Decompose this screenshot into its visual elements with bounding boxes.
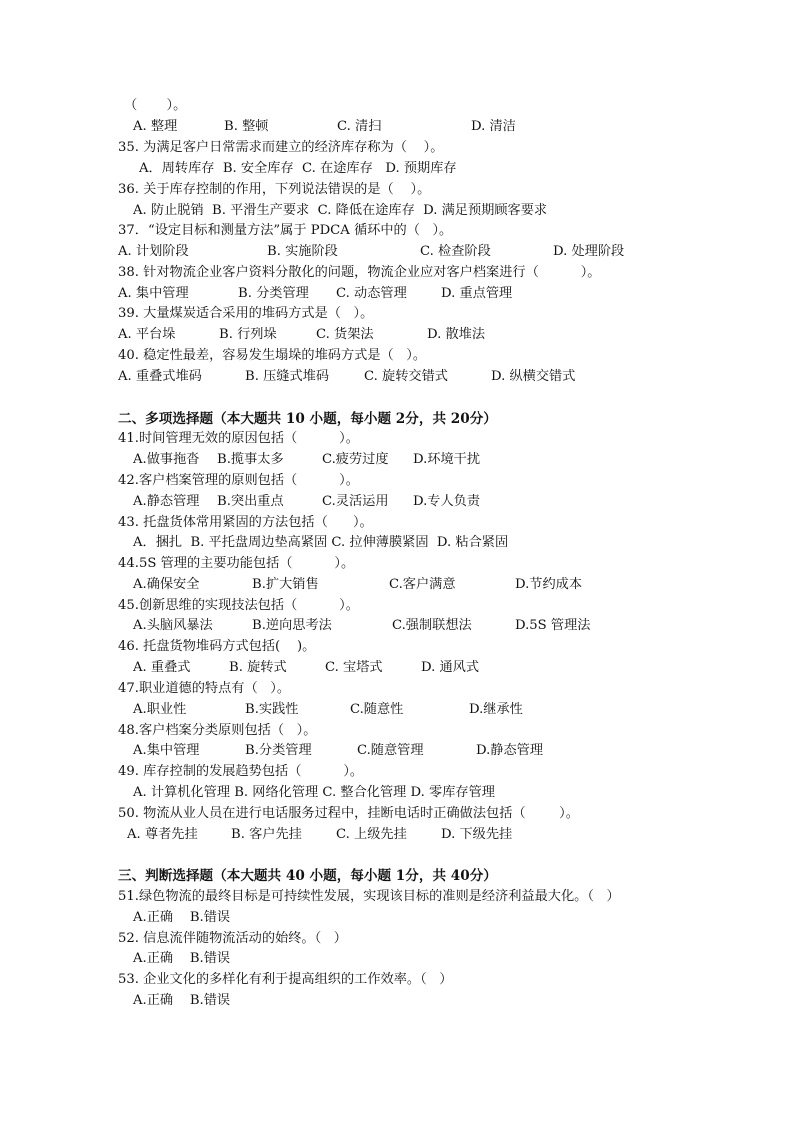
question-stem: 36. 关于库存控制的作用，下列说法错误的是（ ）。 — [118, 182, 431, 197]
option: A. 计划阶段 — [118, 244, 189, 259]
option: A. 平台垛 — [118, 327, 176, 342]
option: B.突出重点 — [217, 494, 284, 509]
option: B.实践性 — [245, 702, 299, 717]
question-stem: 41.时间管理无效的原因包括（ ）。 — [118, 431, 359, 446]
option: C.疲劳过度 — [322, 452, 389, 467]
question-stem: 49. 库存控制的发展趋势包括（ ）。 — [118, 764, 364, 779]
option: B.逆向思考法 — [252, 618, 332, 633]
option: A. 重叠式堆码 — [118, 369, 202, 384]
option: D.节约成本 — [515, 577, 583, 592]
question-stem: 37．“设定目标和测量方法”属于 PDCA 循环中的（ ）。 — [118, 223, 453, 238]
question-stem: 39. 大量煤炭适合采用的堆码方式是（ ）。 — [118, 306, 374, 321]
option: A.静态管理 — [133, 494, 200, 509]
options-row: A.正确 B.错误 — [133, 951, 231, 966]
option: A.集中管理 — [133, 743, 200, 758]
option: A. 集中管理 — [118, 286, 189, 301]
option: C.客户满意 — [389, 577, 456, 592]
question-stem: 45.创新思维的实现技法包括（ ）。 — [118, 598, 359, 613]
option: C.随意管理 — [357, 743, 424, 758]
option: C. 动态管理 — [336, 286, 407, 301]
option: A.职业性 — [133, 702, 187, 717]
option: A.确保安全 — [133, 577, 200, 592]
option: B.分类管理 — [245, 743, 312, 758]
option: B. 客户先挂 — [231, 827, 302, 842]
options-row: A．捆扎 B. 平托盘周边垫高紧固 C. 拉伸薄膜紧固 D. 粘合紧固 — [133, 535, 509, 550]
options-row: A. 计算机化管理 B. 网络化管理 C. 整合化管理 D. 零库存管理 — [133, 785, 495, 800]
option: C. 清扫 — [337, 119, 382, 134]
option: C. 上级先挂 — [336, 827, 407, 842]
option: C.灵活运用 — [322, 494, 389, 509]
option: D.5S 管理法 — [515, 618, 591, 633]
option: B. 实施阶段 — [267, 244, 338, 259]
question-stem: 35. 为满足客户日常需求而建立的经济库存称为（ ）。 — [118, 140, 444, 155]
option: B. 旋转式 — [229, 660, 287, 675]
option: B. 分类管理 — [238, 286, 309, 301]
option: D.环境干扰 — [413, 452, 481, 467]
option: D. 纵横交错式 — [491, 369, 576, 384]
option: C. 检查阶段 — [420, 244, 491, 259]
option: A.做事拖沓 — [133, 452, 200, 467]
option: D.专人负责 — [413, 494, 481, 509]
option: B.揽事太多 — [217, 452, 284, 467]
question-stem: 51.绿色物流的最终目标是可持续性发展，实现该目标的准则是经济利益最大化。（ ） — [118, 889, 620, 904]
question-stem: 52. 信息流伴随物流活动的始终。（ ） — [118, 931, 347, 946]
options-row: A.正确 B.错误 — [133, 993, 231, 1008]
option: B.扩大销售 — [252, 577, 319, 592]
option: A. 整理 — [133, 119, 178, 134]
option: D. 下级先挂 — [441, 827, 513, 842]
question-stem: 40. 稳定性最差，容易发生塌垛的堆码方式是（ ）。 — [118, 348, 427, 363]
question-stem: 38. 针对物流企业客户资料分散化的问题，物流企业应对客户档案进行（ ）。 — [118, 265, 601, 280]
option: B. 整顿 — [224, 119, 269, 134]
question-stem: 43. 托盘货体常用紧固的方法包括（ ）。 — [118, 515, 373, 530]
option: C.随意性 — [350, 702, 404, 717]
question-stem: 46. 托盘货物堆码方式包括( )。 — [118, 639, 316, 654]
option: C. 旋转交错式 — [364, 369, 448, 384]
section-heading: 二、多项选择题（本大题共 10 小题，每小题 2分，共 20分） — [118, 411, 497, 427]
options-row: A．周转库存 B. 安全库存 C. 在途库存 D. 预期库存 — [139, 161, 457, 176]
question-stem: 42.客户档案管理的原则包括（ ）。 — [118, 473, 359, 488]
option: D.继承性 — [469, 702, 523, 717]
option: D. 处理阶段 — [553, 244, 625, 259]
options-row: A.正确 B.错误 — [133, 910, 231, 925]
option: C. 货架法 — [316, 327, 374, 342]
option: D. 清洁 — [471, 119, 516, 134]
option: A. 尊者先挂 — [127, 827, 198, 842]
question-stem: 47.职业道德的特点有（ ）。 — [118, 681, 291, 696]
option: D. 重点管理 — [441, 286, 513, 301]
option: B. 压缝式堆码 — [245, 369, 330, 384]
option: A. 重叠式 — [133, 660, 191, 675]
question-stem: 44.5S 管理的主要功能包括（ ）。 — [118, 556, 355, 571]
option: D. 通风式 — [421, 660, 480, 675]
question-stem: 48.客户档案分类原则包括（ ）。 — [118, 723, 317, 738]
option: C. 宝塔式 — [325, 660, 383, 675]
option: D. 散堆法 — [427, 327, 486, 342]
question-stem: 50. 物流从业人员在进行电话服务过程中，挂断电话时正确做法包括（ ）。 — [118, 806, 579, 821]
option: B. 行列垛 — [219, 327, 277, 342]
section-heading: 三、判断选择题（本大题共 40 小题，每小题 1分，共 40分） — [118, 868, 497, 884]
option: A.头脑风暴法 — [133, 618, 213, 633]
option: D.静态管理 — [476, 743, 544, 758]
options-row: A. 防止脱销 B. 平滑生产要求 C. 降低在途库存 D. 满足预期顾客要求 — [133, 203, 548, 218]
question-stem: 53. 企业文化的多样化有利于提高组织的工作效率。（ ） — [118, 972, 453, 987]
option: C.强制联想法 — [392, 618, 472, 633]
question-stem: （ ）。 — [124, 98, 187, 113]
